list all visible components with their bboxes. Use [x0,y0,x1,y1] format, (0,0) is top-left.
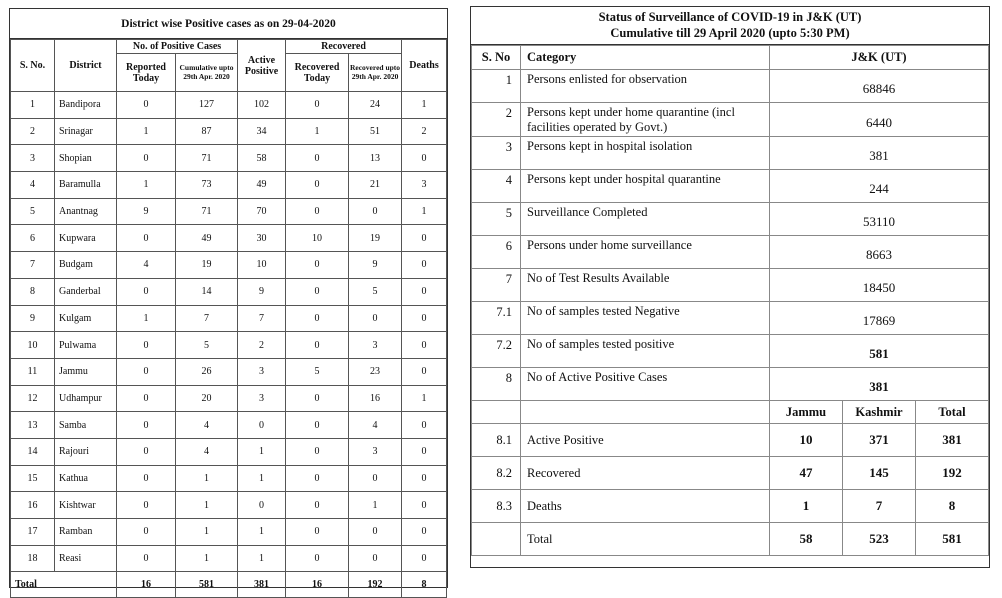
cell-cumulative: 73 [176,172,238,199]
cell-reported-today: 9 [117,198,176,225]
cell-kashmir: 371 [843,424,916,457]
header-category: Category [521,46,770,70]
cell-deaths: 0 [402,252,447,279]
cell-sno: 3 [472,137,521,170]
cell-reported-today: 0 [117,519,176,546]
cell-deaths: 0 [402,465,447,492]
total-recovered-cumulative: 192 [349,572,402,598]
cell-sno: 7.2 [472,335,521,368]
cell-sno: 1 [472,70,521,103]
cell-cumulative: 26 [176,358,238,385]
surveillance-title [471,7,989,45]
surveillance-table-body [472,70,989,556]
table-row [472,103,989,137]
table-row [11,305,447,332]
cell-sno: 17 [11,519,55,546]
cell-district: Udhampur [55,385,117,412]
district-wise-table-panel [9,8,448,591]
cell-cumulative: 71 [176,145,238,172]
cell-kashmir: 145 [843,457,916,490]
cell-district: Srinagar [55,118,117,145]
cell-active: 30 [238,225,286,252]
cell-deaths: 0 [402,278,447,305]
table-row [11,519,447,546]
header-cumulative: Cumulative upto 29th Apr. 2020 [176,54,238,92]
header-deaths: Deaths [402,40,447,92]
cell-reported-today: 0 [117,492,176,519]
district-total-row [11,572,447,598]
cell-reported-today: 1 [117,118,176,145]
cell-active: 1 [238,465,286,492]
header-sno: S. No [472,46,521,70]
cell-active: 10 [238,252,286,279]
header-reported-today: Reported Today [117,54,176,92]
cell-recovered-today: 0 [286,92,349,119]
table-row [11,358,447,385]
header-group-recovered: Recovered [286,40,402,54]
surveillance-status-panel [470,6,990,568]
cell-district: Jammu [55,358,117,385]
cell-reported-today: 1 [117,172,176,199]
table-row [11,172,447,199]
table-row [472,490,989,523]
district-table-body [11,92,447,572]
cell-deaths: 0 [402,305,447,332]
cell-district: Shopian [55,145,117,172]
cell-sno: 9 [11,305,55,332]
header-active-positive: Active Positive [238,40,286,92]
subheader-kashmir: Kashmir [843,401,916,424]
cell-cumulative: 127 [176,92,238,119]
cell-sno: 2 [11,118,55,145]
cell-category: Persons kept under home quarantine (incl facilities operated by Govt.) [521,103,770,137]
cell-active: 49 [238,172,286,199]
cell-district: Ramban [55,519,117,546]
table-row [472,236,989,269]
cell-value: 381 [770,368,989,401]
table-row [472,523,989,556]
cell-active: 58 [238,145,286,172]
cell-recovered-today: 0 [286,438,349,465]
cell-deaths: 3 [402,172,447,199]
cell-reported-today: 0 [117,332,176,359]
cell-district: Pulwama [55,332,117,359]
cell-sno: 3 [11,145,55,172]
cell-total: 8 [916,490,989,523]
table-row [472,203,989,236]
cell-recovered-cumulative: 21 [349,172,402,199]
cell-sno: 8.1 [472,424,521,457]
cell-sno: 13 [11,412,55,439]
cell-active: 1 [238,438,286,465]
total-active: 381 [238,572,286,598]
cell-category: Recovered [521,457,770,490]
cell-cumulative: 1 [176,465,238,492]
cell-recovered-today: 0 [286,385,349,412]
table-row [472,70,989,103]
cell-category: Active Positive [521,424,770,457]
cell-reported-today: 1 [117,305,176,332]
table-row [472,368,989,401]
cell-deaths: 0 [402,545,447,572]
cell-district: Bandipora [55,92,117,119]
cell-active: 102 [238,92,286,119]
cell-sno: 7 [11,252,55,279]
table-row [472,335,989,368]
cell-recovered-today: 0 [286,305,349,332]
cell-district: Reasi [55,545,117,572]
cell-reported-today: 0 [117,92,176,119]
cell-recovered-cumulative: 51 [349,118,402,145]
cell-reported-today: 4 [117,252,176,279]
cell-recovered-cumulative: 4 [349,412,402,439]
cell-recovered-cumulative: 0 [349,198,402,225]
cell-reported-today: 0 [117,225,176,252]
table-row [472,457,989,490]
cell-district: Kupwara [55,225,117,252]
cell-deaths: 0 [402,358,447,385]
cell-total: 192 [916,457,989,490]
cell-recovered-today: 0 [286,465,349,492]
cell-district: Samba [55,412,117,439]
table-row [11,385,447,412]
cell-recovered-cumulative: 1 [349,492,402,519]
cell-value: 581 [770,335,989,368]
cell-category: No of Active Positive Cases [521,368,770,401]
cell-reported-today: 0 [117,358,176,385]
cell-sno: 8 [11,278,55,305]
cell-sno: 8.2 [472,457,521,490]
cell-jammu: 10 [770,424,843,457]
cell-value: 17869 [770,302,989,335]
cell-value: 6440 [770,103,989,137]
cell-deaths: 2 [402,118,447,145]
table-row [11,545,447,572]
table-row [11,145,447,172]
cell-jammu: 1 [770,490,843,523]
cell-district: Anantnag [55,198,117,225]
cell-sno: 18 [11,545,55,572]
cell-recovered-today: 0 [286,332,349,359]
cell-reported-today: 0 [117,545,176,572]
cell-recovered-today: 5 [286,358,349,385]
cell-recovered-cumulative: 16 [349,385,402,412]
cell-value: 68846 [770,70,989,103]
table-row [11,92,447,119]
cell-recovered-cumulative: 9 [349,252,402,279]
cell-cumulative: 20 [176,385,238,412]
cell-value: 18450 [770,269,989,302]
table-row [11,118,447,145]
cell-reported-today: 0 [117,385,176,412]
cell-cumulative: 14 [176,278,238,305]
surveillance-table [471,45,989,556]
cell-deaths: 0 [402,492,447,519]
table-row [472,170,989,203]
district-table-title: District wise Positive cases as on 29-04-2020 [10,9,447,39]
cell-cumulative: 4 [176,438,238,465]
cell-cumulative: 19 [176,252,238,279]
cell-sno: 8.3 [472,490,521,523]
cell-district: Kishtwar [55,492,117,519]
table-row [472,424,989,457]
cell-cumulative: 1 [176,545,238,572]
table-row [11,438,447,465]
surveillance-title-line2: Cumulative till 29 April 2020 (upto 5:30 PM) [610,26,850,40]
cell-reported-today: 0 [117,438,176,465]
cell-sno: 1 [11,92,55,119]
cell-recovered-cumulative: 3 [349,332,402,359]
subheader-jammu: Jammu [770,401,843,424]
cell-total: 381 [916,424,989,457]
cell-sno: 4 [11,172,55,199]
total-deaths: 8 [402,572,447,598]
cell-sno: 12 [11,385,55,412]
cell-sno: 5 [11,198,55,225]
cell-reported-today: 0 [117,145,176,172]
cell-category: No of Test Results Available [521,269,770,302]
cell-recovered-today: 1 [286,118,349,145]
cell-recovered-today: 0 [286,492,349,519]
total-reported-today: 16 [117,572,176,598]
cell-sno [472,523,521,556]
cell-category: Persons kept under hospital quarantine [521,170,770,203]
cell-active: 70 [238,198,286,225]
table-row [472,269,989,302]
cell-recovered-today: 0 [286,145,349,172]
cell-district: Rajouri [55,438,117,465]
cell-active: 3 [238,358,286,385]
cell-cumulative: 1 [176,519,238,546]
cell-deaths: 1 [402,198,447,225]
cell-category: Persons enlisted for observation [521,70,770,103]
cell-sno: 10 [11,332,55,359]
cell-value: 381 [770,137,989,170]
cell-recovered-today: 0 [286,252,349,279]
cell-sno: 2 [472,103,521,137]
header-group-positive: No. of Positive Cases [117,40,238,54]
cell-category: No of samples tested positive [521,335,770,368]
cell-category: Total [521,523,770,556]
cell-jammu: 58 [770,523,843,556]
cell-active: 34 [238,118,286,145]
cell-kashmir: 7 [843,490,916,523]
total-recovered-today: 16 [286,572,349,598]
header-recovered-cumulative: Recovered upto 29th Apr. 2020 [349,54,402,92]
cell-reported-today: 0 [117,278,176,305]
table-row [472,302,989,335]
cell-recovered-today: 0 [286,198,349,225]
total-label: Total [11,572,117,598]
cell-recovered-cumulative: 0 [349,305,402,332]
cell-active: 1 [238,545,286,572]
cell-sno: 8 [472,368,521,401]
district-table [10,39,447,598]
cell-cumulative: 5 [176,332,238,359]
cell-sno: 5 [472,203,521,236]
cell-recovered-cumulative: 0 [349,519,402,546]
cell-sno: 7.1 [472,302,521,335]
cell-active: 9 [238,278,286,305]
cell-category: No of samples tested Negative [521,302,770,335]
table-row [11,412,447,439]
cell-recovered-today: 0 [286,519,349,546]
cell-deaths: 0 [402,438,447,465]
cell-recovered-today: 0 [286,278,349,305]
cell-deaths: 0 [402,332,447,359]
cell-category: Deaths [521,490,770,523]
cell-category: Persons under home surveillance [521,236,770,269]
cell-cumulative: 71 [176,198,238,225]
table-row [472,137,989,170]
table-row [11,492,447,519]
cell-sno: 4 [472,170,521,203]
cell-sno: 6 [11,225,55,252]
cell-cumulative: 4 [176,412,238,439]
cell-active: 3 [238,385,286,412]
cell-deaths: 0 [402,519,447,546]
cell-active: 0 [238,492,286,519]
surveillance-title-line1: Status of Surveillance of COVID-19 in J&K (UT) [598,10,862,24]
cell-sno: 6 [472,236,521,269]
cell-deaths: 0 [402,412,447,439]
cell-district: Ganderbal [55,278,117,305]
cell-recovered-cumulative: 13 [349,145,402,172]
cell-cumulative: 7 [176,305,238,332]
cell-sno: 15 [11,465,55,492]
cell-district: Kulgam [55,305,117,332]
cell-recovered-today: 10 [286,225,349,252]
cell-category: Persons kept in hospital isolation [521,137,770,170]
cell-deaths: 0 [402,225,447,252]
cell-active: 7 [238,305,286,332]
cell-reported-today: 0 [117,412,176,439]
cell-deaths: 1 [402,385,447,412]
table-row [11,278,447,305]
cell-recovered-cumulative: 0 [349,545,402,572]
cell-recovered-today: 0 [286,545,349,572]
cell-district: Budgam [55,252,117,279]
cell-recovered-cumulative: 5 [349,278,402,305]
cell-recovered-today: 0 [286,172,349,199]
cell-sno: 11 [11,358,55,385]
cell-cumulative: 1 [176,492,238,519]
cell-deaths: 0 [402,145,447,172]
table-row [11,465,447,492]
cell-recovered-cumulative: 23 [349,358,402,385]
total-cumulative: 581 [176,572,238,598]
table-row [11,225,447,252]
cell-value: 244 [770,170,989,203]
cell-reported-today: 0 [117,465,176,492]
cell-value: 8663 [770,236,989,269]
subheader-total: Total [916,401,989,424]
header-district: District [55,40,117,92]
cell-kashmir: 523 [843,523,916,556]
cell-recovered-cumulative: 3 [349,438,402,465]
cell-cumulative: 87 [176,118,238,145]
cell-recovered-today: 0 [286,412,349,439]
cell-recovered-cumulative: 19 [349,225,402,252]
cell-recovered-cumulative: 24 [349,92,402,119]
table-row [11,332,447,359]
header-recovered-today: Recovered Today [286,54,349,92]
cell-active: 1 [238,519,286,546]
table-row [11,198,447,225]
header-jk-ut: J&K (UT) [770,46,989,70]
cell-category: Surveillance Completed [521,203,770,236]
cell-district: Baramulla [55,172,117,199]
cell-jammu: 47 [770,457,843,490]
cell-total: 581 [916,523,989,556]
header-sno: S. No. [11,40,55,92]
cell-sno: 14 [11,438,55,465]
cell-recovered-cumulative: 0 [349,465,402,492]
cell-deaths: 1 [402,92,447,119]
cell-value: 53110 [770,203,989,236]
cell-sno: 16 [11,492,55,519]
cell-sno: 7 [472,269,521,302]
table-row [11,252,447,279]
cell-active: 0 [238,412,286,439]
cell-district: Kathua [55,465,117,492]
cell-cumulative: 49 [176,225,238,252]
cell-active: 2 [238,332,286,359]
